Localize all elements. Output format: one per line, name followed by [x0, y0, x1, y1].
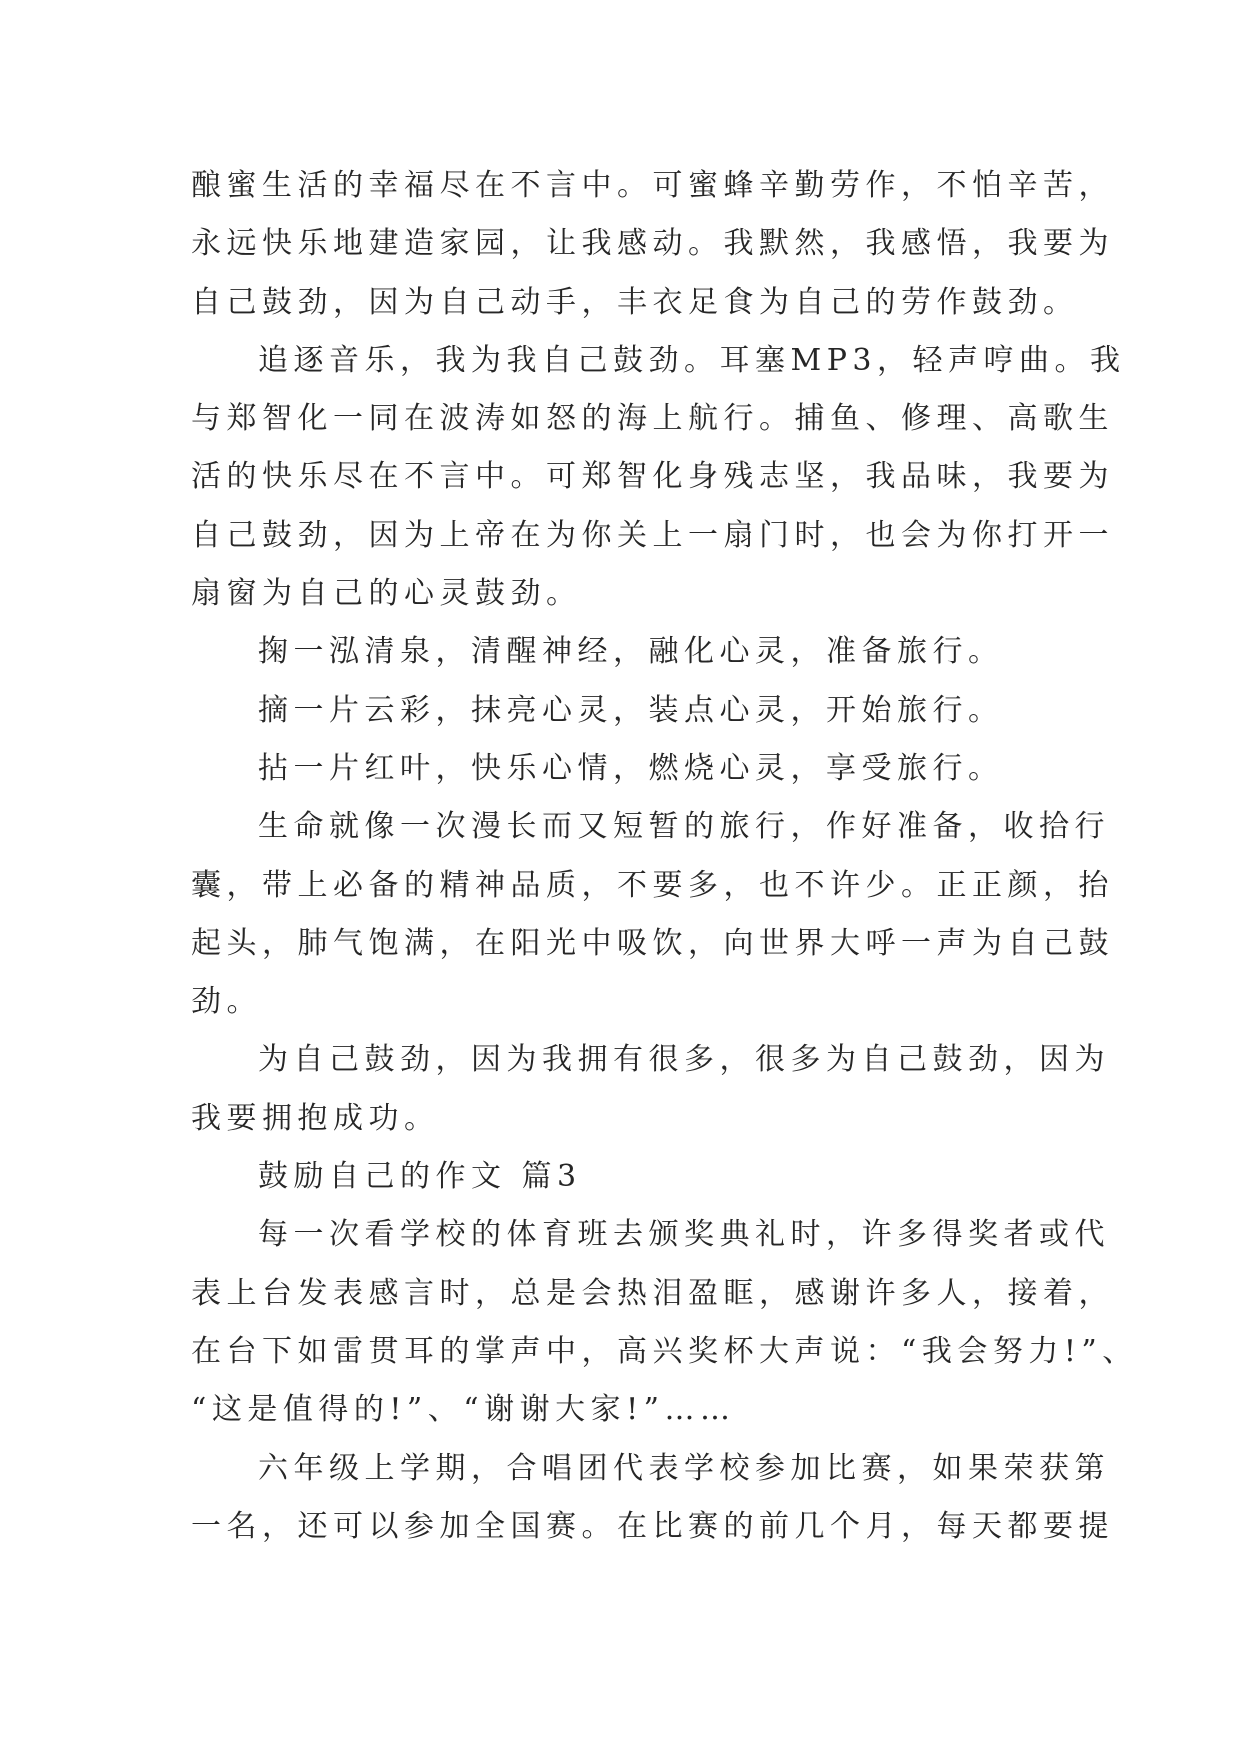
paragraph-start-line: 掬一泓清泉，清醒神经，融化心灵，准备旅行。 — [258, 634, 1004, 670]
text-line: 劲。 — [191, 984, 262, 1020]
paragraph-start-line: 摘一片云彩，抹亮心灵，装点心灵，开始旅行。 — [258, 692, 1004, 728]
text-line: 与郑智化一同在波涛如怒的海上航行。捕鱼、修理、高歌生 — [191, 401, 1114, 437]
text-line: 自己鼓劲，因为自己动手，丰衣足食为自己的劳作鼓劲。 — [191, 284, 1079, 320]
paragraph-start-line: 拈一片红叶，快乐心情，燃烧心灵，享受旅行。 — [258, 750, 1004, 786]
paragraph-start-line: 为自己鼓劲，因为我拥有很多，很多为自己鼓劲，因为 — [258, 1042, 1110, 1078]
text-line: 活的快乐尽在不言中。可郑智化身残志坚，我品味，我要为 — [191, 459, 1114, 495]
text-line: 酿蜜生活的幸福尽在不言中。可蜜蜂辛勤劳作，不怕辛苦， — [191, 168, 1114, 203]
paragraph-start-line: 生命就像一次漫长而又短暂的旅行，作好准备，收拾行 — [258, 809, 1110, 845]
text-line: 扇窗为自己的心灵鼓劲。 — [191, 576, 582, 612]
paragraph-start-line: 六年级上学期，合唱团代表学校参加比赛，如果荣获第 — [258, 1450, 1110, 1486]
paragraph-start-line: 追逐音乐，我为我自己鼓劲。耳塞MP3，轻声哼曲。我 — [258, 342, 1126, 378]
text-line: 囊，带上必备的精神品质，不要多，也不许少。正正颜，抬 — [191, 867, 1114, 903]
text-line: 我要拥抱成功。 — [191, 1100, 440, 1136]
paragraph-start-line: 每一次看学校的体育班去颁奖典礼时，许多得奖者或代 — [258, 1217, 1110, 1253]
text-line: 永远快乐地建造家园，让我感动。我默然，我感悟，我要为 — [191, 226, 1114, 262]
text-line: 自己鼓劲，因为上帝在为你关上一扇门时，也会为你打开一 — [191, 517, 1114, 553]
text-line: “这是值得的!”、“谢谢大家!”…… — [191, 1392, 736, 1428]
text-line: 表上台发表感言时，总是会热泪盈眶，感谢许多人，接着， — [191, 1275, 1114, 1311]
text-line: 一名，还可以参加全国赛。在比赛的前几个月，每天都要提 — [191, 1508, 1114, 1544]
text-line: 起头，肺气饱满，在阳光中吸饮，向世界大呼一声为自己鼓 — [191, 925, 1114, 961]
section-heading: 鼓励自己的作文 篇3 — [258, 1159, 582, 1195]
text-line: 在台下如雷贯耳的掌声中，高兴奖杯大声说：“我会努力!”、 — [191, 1333, 1138, 1369]
essay-body — [191, 157, 1138, 1556]
